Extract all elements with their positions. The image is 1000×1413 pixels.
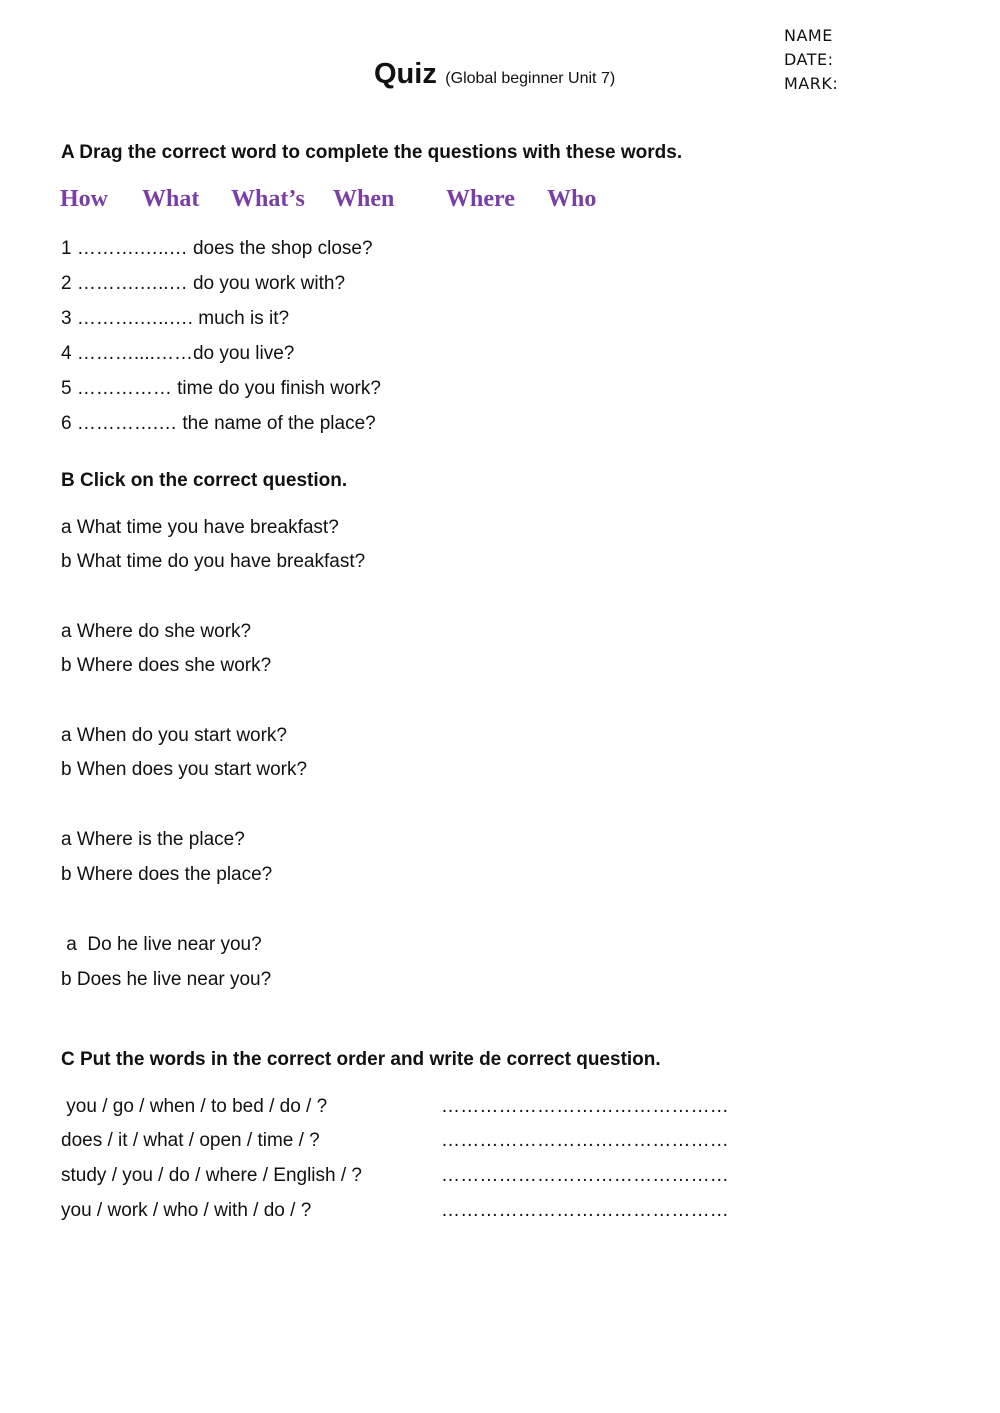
answer-blank-3[interactable]: ……………………………………… <box>441 1165 729 1186</box>
drag-word-whats[interactable]: What’s <box>231 186 305 212</box>
answer-blank-4[interactable]: ……………………………………… <box>441 1200 729 1221</box>
drag-word-when[interactable]: When <box>333 186 395 212</box>
drag-word-where[interactable]: Where <box>446 186 515 212</box>
title-text: Quiz <box>374 58 437 90</box>
fill-question-4[interactable]: 4 ………....……do you live? <box>61 343 295 364</box>
answer-blank-1[interactable]: ……………………………………… <box>441 1096 729 1117</box>
scrambled-words-4: you / work / who / with / do / ? <box>61 1200 312 1221</box>
scrambled-words-1: you / go / when / to bed / do / ? <box>61 1096 328 1117</box>
fill-question-6[interactable]: 6 ………….… the name of the place? <box>61 413 376 434</box>
fill-question-1[interactable]: 1 ……….…..… does the shop close? <box>61 238 373 259</box>
choice-4a[interactable]: a Where is the place? <box>61 829 245 850</box>
fill-question-3[interactable]: 3 ……….…..…. much is it? <box>61 308 290 329</box>
section-c-heading: C Put the words in the correct order and write de correct question. <box>61 1049 661 1070</box>
name-label: NAME <box>784 26 833 45</box>
scrambled-words-3: study / you / do / where / English / ? <box>61 1165 362 1186</box>
choice-1a[interactable]: a What time you have breakfast? <box>61 517 339 538</box>
fill-question-2[interactable]: 2 ……….…..… do you work with? <box>61 273 346 294</box>
choice-1b[interactable]: b What time do you have breakfast? <box>61 551 366 572</box>
choice-3b[interactable]: b When does you start work? <box>61 759 308 780</box>
section-a-heading: A Drag the correct word to complete the questions with these words. <box>61 142 683 163</box>
drag-word-what[interactable]: What <box>142 186 200 212</box>
mark-label: MARK: <box>784 74 839 93</box>
scrambled-words-2: does / it / what / open / time / ? <box>61 1130 320 1151</box>
subtitle-text: (Global beginner Unit 7) <box>445 70 616 87</box>
choice-2b[interactable]: b Where does she work? <box>61 655 272 676</box>
choice-5a[interactable]: a Do he live near you? <box>61 934 262 955</box>
drag-word-who[interactable]: Who <box>547 186 597 212</box>
section-b-heading: B Click on the correct question. <box>61 470 348 491</box>
choice-3a[interactable]: a When do you start work? <box>61 725 287 746</box>
date-label: DATE: <box>784 50 834 69</box>
drag-word-how[interactable]: How <box>60 186 108 212</box>
page-title <box>374 58 615 91</box>
choice-5b[interactable]: b Does he live near you? <box>61 969 272 990</box>
answer-blank-2[interactable]: ……………………………………… <box>441 1130 729 1151</box>
choice-4b[interactable]: b Where does the place? <box>61 864 273 885</box>
choice-2a[interactable]: a Where do she work? <box>61 621 252 642</box>
fill-question-5[interactable]: 5 …………… time do you finish work? <box>61 378 381 399</box>
